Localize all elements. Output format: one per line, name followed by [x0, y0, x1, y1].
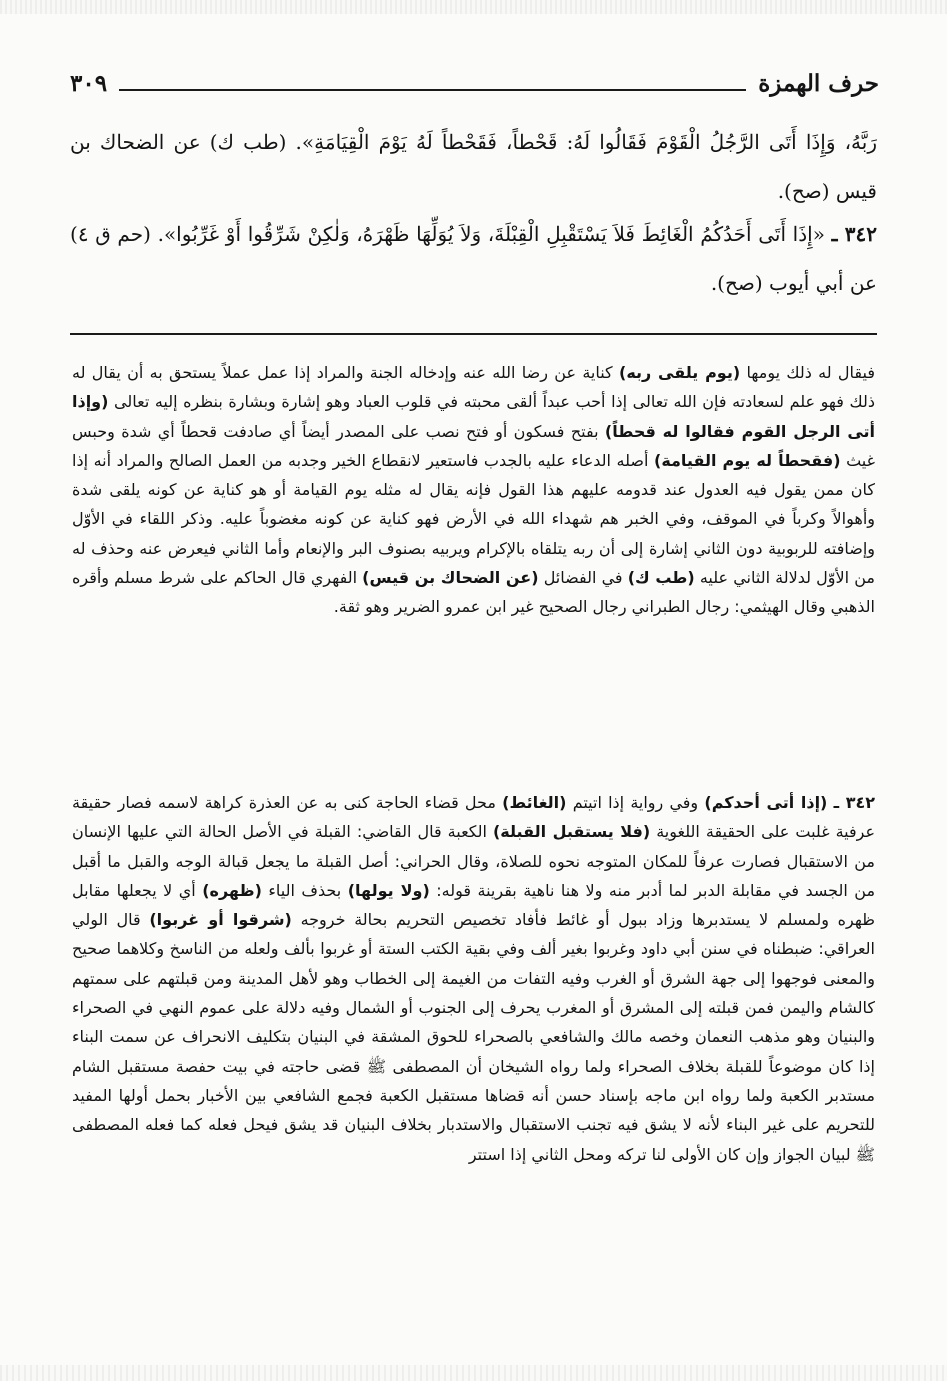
commentary-text: كناية عن رضا الله عنه وإدخاله الجنة والمراد إذا عمل عملاً يستحق به أن يقال له ذلك فهو علم لسعادته فإن الله تعالى إذا أحب عبداً ألقى محبته في قلوب العباد وهو إشارة وبشارة بنظره إليه تعالى — [72, 363, 875, 412]
commentary-text: أصله الدعاء عليه بالجدب فاستعير لانقطاع الخير وجدبه من العمل الصالح والمراد أنه إذا كان ممن يقول فيه العدول عند قدومه عليهم هذا القول فإنه يقال له مثله يوم القيامة أو هو كناية عن كونه يلقى شدة وأهوالاً وكرباً في الموقف، وفي الخبر هم شهداء الله في الأرض فهو كناية عن كونه مغضوباً عليه. وذكر اللقاء في الأوّل وإضافته للربوبية دون الثاني إشارة إلى أن ربه يتلقاه بالإكرام ويربيه بصنوف البر والإنعام وأما الثاني فيعرض عنه وحذف له من الأوّل لدلالة الثاني عليه — [72, 450, 875, 588]
commentary-text: أي لا يجعلها مقابل ظهره ولمسلم لا يستدبرها وزاد ببول أو غائط فأفاد تخصيص التحريم بحالة خروجه — [72, 880, 875, 930]
commentary-text: الفهري قال الحاكم على شرط مسلم وأقره الذهبي وقال الهيثمي: رجال الطبراني رجال الصحيح غير ابن عمرو الضرير وهو ثقة. — [72, 568, 875, 617]
scan-edge-bottom — [0, 1365, 947, 1381]
scan-edge-top — [0, 0, 947, 14]
page-number: ٣٠٩ — [70, 69, 108, 97]
commentary-hadith-342 — [72, 788, 875, 1169]
commentary-number: ٣٤٢ ـ — [833, 793, 876, 812]
commentary-text: محل قضاء الحاجة كنى به عن العذرة كراهة لاسمه فصار حقيقة عرفية غلبت على الحقيقة اللغوية — [72, 793, 876, 842]
hadith-body: «إِذَا أَتَى أَحَدُكُمُ الْغَائِطَ فَلاَ يَسْتَقْبِلِ الْقِبْلَةَ، وَلاَ يُوَلِّهَا ظَهْرَهُ، وَلٰكِنْ شَرِّقُوا أَوْ غَرِّبُوا». (حم ق ٤) عن أبي أيوب (صح). — [70, 222, 877, 295]
commentary-quote: (فقحطاً له يوم القيامة) — [654, 450, 841, 470]
commentary-text: الكعبة قال القاضي: القبلة في الأصل الحالة التي عليها الإنسان من الاستقبال فصارت عرفاً للمكان المتوجه نحوه للصلاة، وقال الحراني: أصل القبلة ما يجعل قبالة الوجه والقبل ما أقبل من الجسد في مقابلة الدبر لما أدبر منه ولا هنا ناهية بقرينة قوله: — [72, 822, 876, 900]
hadith-text-342 — [70, 210, 877, 308]
commentary-quote: (ظهره) — [202, 880, 262, 900]
commentary-text: بفتح فسكون أو فتح نصب على المصدر أيضاً أي صادفت قحطاً أي شدة وحبس غيث — [72, 421, 875, 470]
section-divider — [70, 333, 877, 335]
commentary-quote: (فلا يستقبل القبلة) — [492, 822, 651, 842]
commentary-quote: (وإذا أتى الرجل القوم فقالوا له قحطاً) — [72, 392, 876, 441]
commentary-text: بحذف الياء — [268, 880, 342, 900]
commentary-text: قال الولي العراقي: ضبطناه في سنن أبي داود وغربوا بغير ألف وفي بقية الكتب الستة أو غربوا بألف ولعله من الناسخ وكلاهما صحيح والمعنى فوجهوا إلى جهة الشرق أو الغرب وفيه التفات من الغيمة إلى الخطاب وهو لأهل المدينة ومن قبلتهم على سمتهم كالشام واليمن فمن قبلته إلى المشرق أو المغرب يحرف إلى الجنوب أو الشمال وفيه دلالة على عموم النهي في الصحراء والبنيان وهو مذهب النعمان وخصه مالك والشافعي بالصحراء للحوق المشقة في البنيان بتكليف الانحراف عن سمت البناء إذا كان موضوعاً للقبلة بخلاف الصحراء ولما رواه الشيخان أن المصطفى ﷺ قضى حاجته في بيت حفصة مستقبل الشام مستدبر الكعبة ولما رواه ابن ماجه بإسناد حسن أنه قضاها مستقبل الكعبة فجمع الشافعي بين الأخبار بحمل أولها المفيد للتحريم على غير البناء لأنه لا يشق فيه تجنب الاستقبال والاستدبار بخلاف البنيان قد يشق فيحل فعله كما فعله المصطفى ﷺ لبيان الجواز وإن كان الأولى لنا تركه ومحل الثاني إذا استتر — [72, 910, 875, 1164]
commentary-previous-hadith — [72, 358, 875, 622]
hadith-text-continued: رَبَّهُ، وَإِذَا أَتَى الرَّجُلُ الْقَوْمَ فَقَالُوا لَهُ: قَحْطاً، فَقَحْطاً لَهُ يَوْمَ الْقِيَامَةِ». (طب ك) عن الضحاك بن قيس (صح). — [70, 130, 877, 203]
chapter-title: حرف الهمزة — [758, 69, 879, 97]
commentary-quote: (طب ك) — [627, 568, 695, 588]
commentary-quote: (الغائط) — [502, 793, 567, 812]
commentary-quote: (إذا أتى أحدكم) — [704, 793, 828, 812]
header-rule — [119, 89, 746, 91]
commentary-text: فيقال له ذلك يومها — [746, 363, 875, 382]
commentary-text: وفي رواية إذا اتيتم — [572, 793, 699, 812]
page-header — [70, 63, 879, 103]
commentary-quote: (عن الضحاك بن قيس) — [362, 568, 539, 588]
hadith-number: ٣٤٢ ـ — [831, 222, 877, 246]
commentary-quote: (شرقوا أو غربوا) — [149, 910, 292, 930]
commentary-quote: (ولا يولها) — [347, 880, 430, 900]
commentary-text: في الفضائل — [543, 568, 623, 588]
commentary-quote: (يوم يلقى ربه) — [619, 363, 741, 382]
